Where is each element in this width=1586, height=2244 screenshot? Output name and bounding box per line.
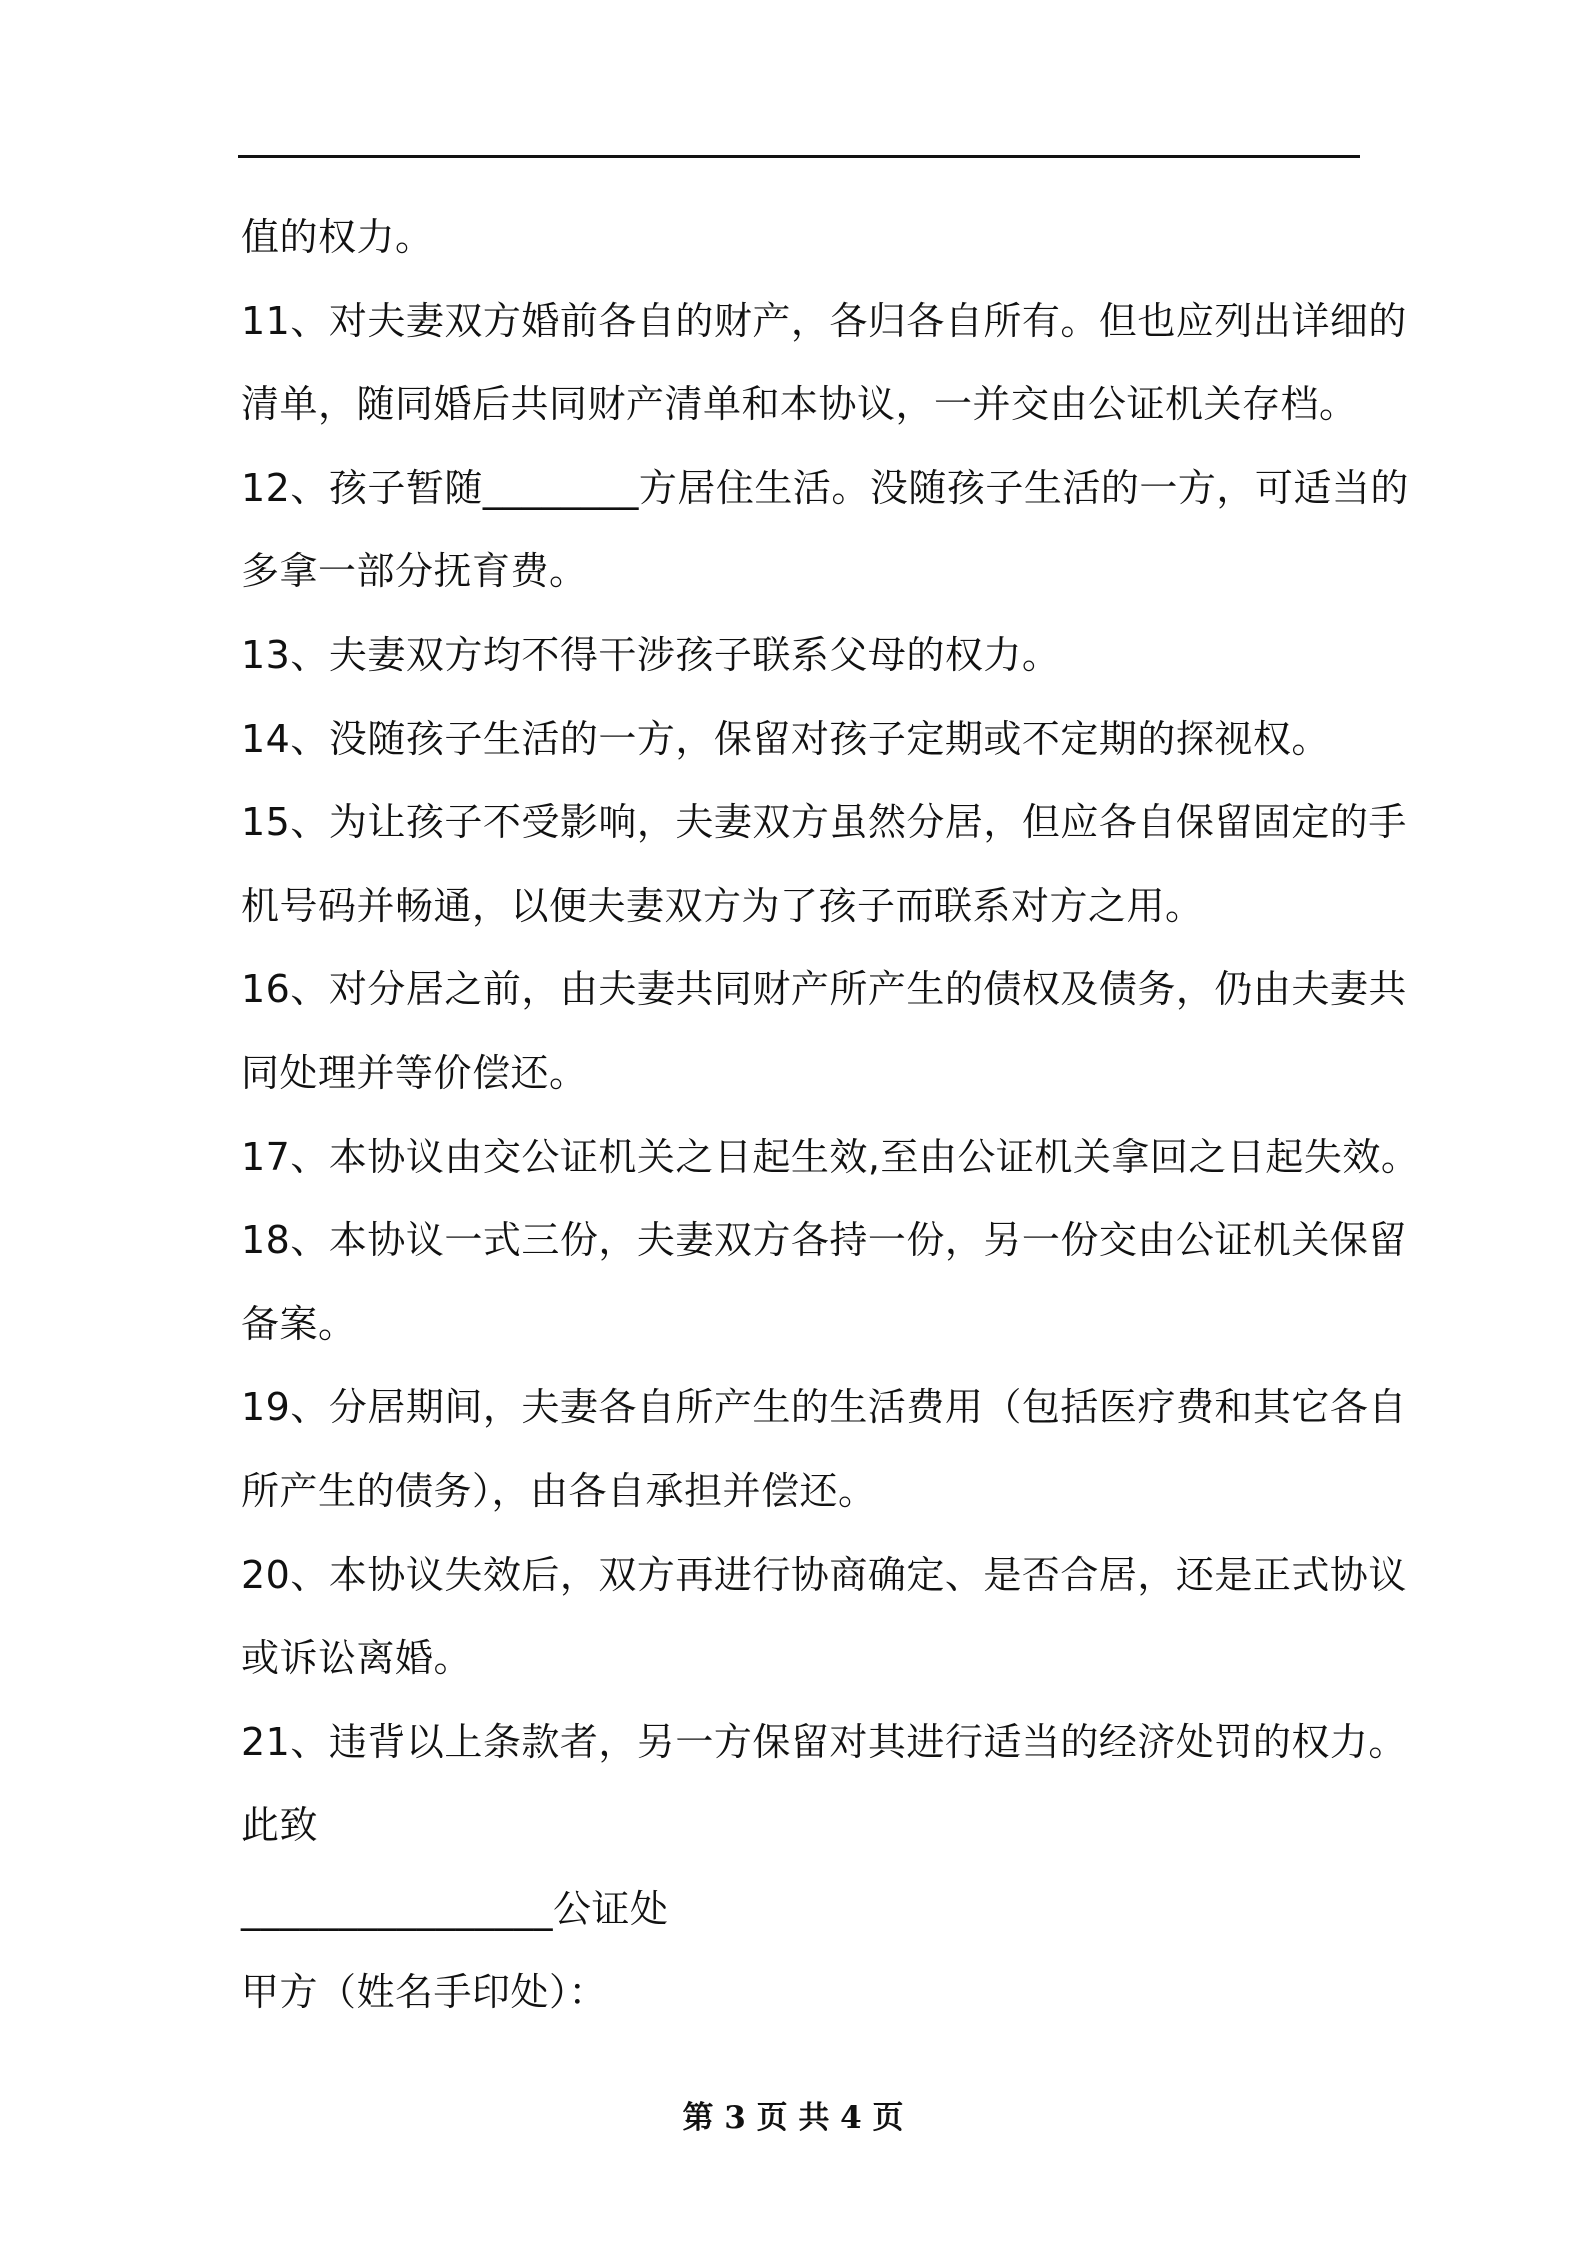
text-line: 15、为让孩子不受影响，夫妻双方虽然分居，但应各自保留固定的手 xyxy=(241,800,1407,845)
notary-office-line: ________________公证处 xyxy=(241,1886,669,1931)
text-line: 16、对分居之前，由夫妻共同财产所产生的债权及债务，仍由夫妻共 xyxy=(241,967,1407,1012)
text-line: 清单，随同婚后共同财产清单和本协议，一并交由公证机关存档。 xyxy=(241,382,1358,427)
text-line: 多拿一部分抚育费。 xyxy=(241,549,588,594)
text-line: 18、本协议一式三份，夫妻双方各持一份，另一份交由公证机关保留 xyxy=(241,1218,1407,1263)
text-line: 或诉讼离婚。 xyxy=(241,1636,473,1681)
text-line: 值的权力。 xyxy=(241,215,434,259)
text-line: 所产生的债务），由各自承担并偿还。 xyxy=(241,1468,877,1513)
text-line: 14、没随孩子生活的一方，保留对孩子定期或不定期的探视权。 xyxy=(241,716,1330,761)
text-line: 12、孩子暂随________方居住生活。没随孩子生活的一方，可适当的 xyxy=(241,465,1409,510)
party-a-signature-line: 甲方（姓名手印处）： xyxy=(241,1970,608,2015)
text-line: 机号码并畅通，以便夫妻双方为了孩子而联系对方之用。 xyxy=(241,883,1204,928)
text-line: 17、本协议由交公证机关之日起生效,至由公证机关拿回之日起失效。 xyxy=(241,1134,1420,1179)
page-number: 第 3 页 共 4 页 xyxy=(682,2100,904,2136)
text-line: 同处理并等价偿还。 xyxy=(241,1050,588,1095)
document-body xyxy=(241,196,1420,2035)
text-line: 11、对夫妻双方婚前各自的财产，各归各自所有。但也应列出详细的 xyxy=(241,298,1407,343)
text-line: 20、本协议失效后，双方再进行协商确定、是否合居，还是正式协议 xyxy=(241,1552,1407,1597)
text-line: 19、分居期间，夫妻各自所产生的生活费用（包括医疗费和其它各自 xyxy=(241,1385,1407,1430)
text-line: 13、夫妻双方均不得干涉孩子联系父母的权力。 xyxy=(241,632,1061,677)
closing-salutation: 此致 xyxy=(241,1803,319,1848)
header-rule xyxy=(238,155,1360,158)
text-line: 备案。 xyxy=(241,1301,357,1346)
text-line: 21、违背以上条款者，另一方保留对其进行适当的经济处罚的权力。 xyxy=(241,1719,1407,1764)
